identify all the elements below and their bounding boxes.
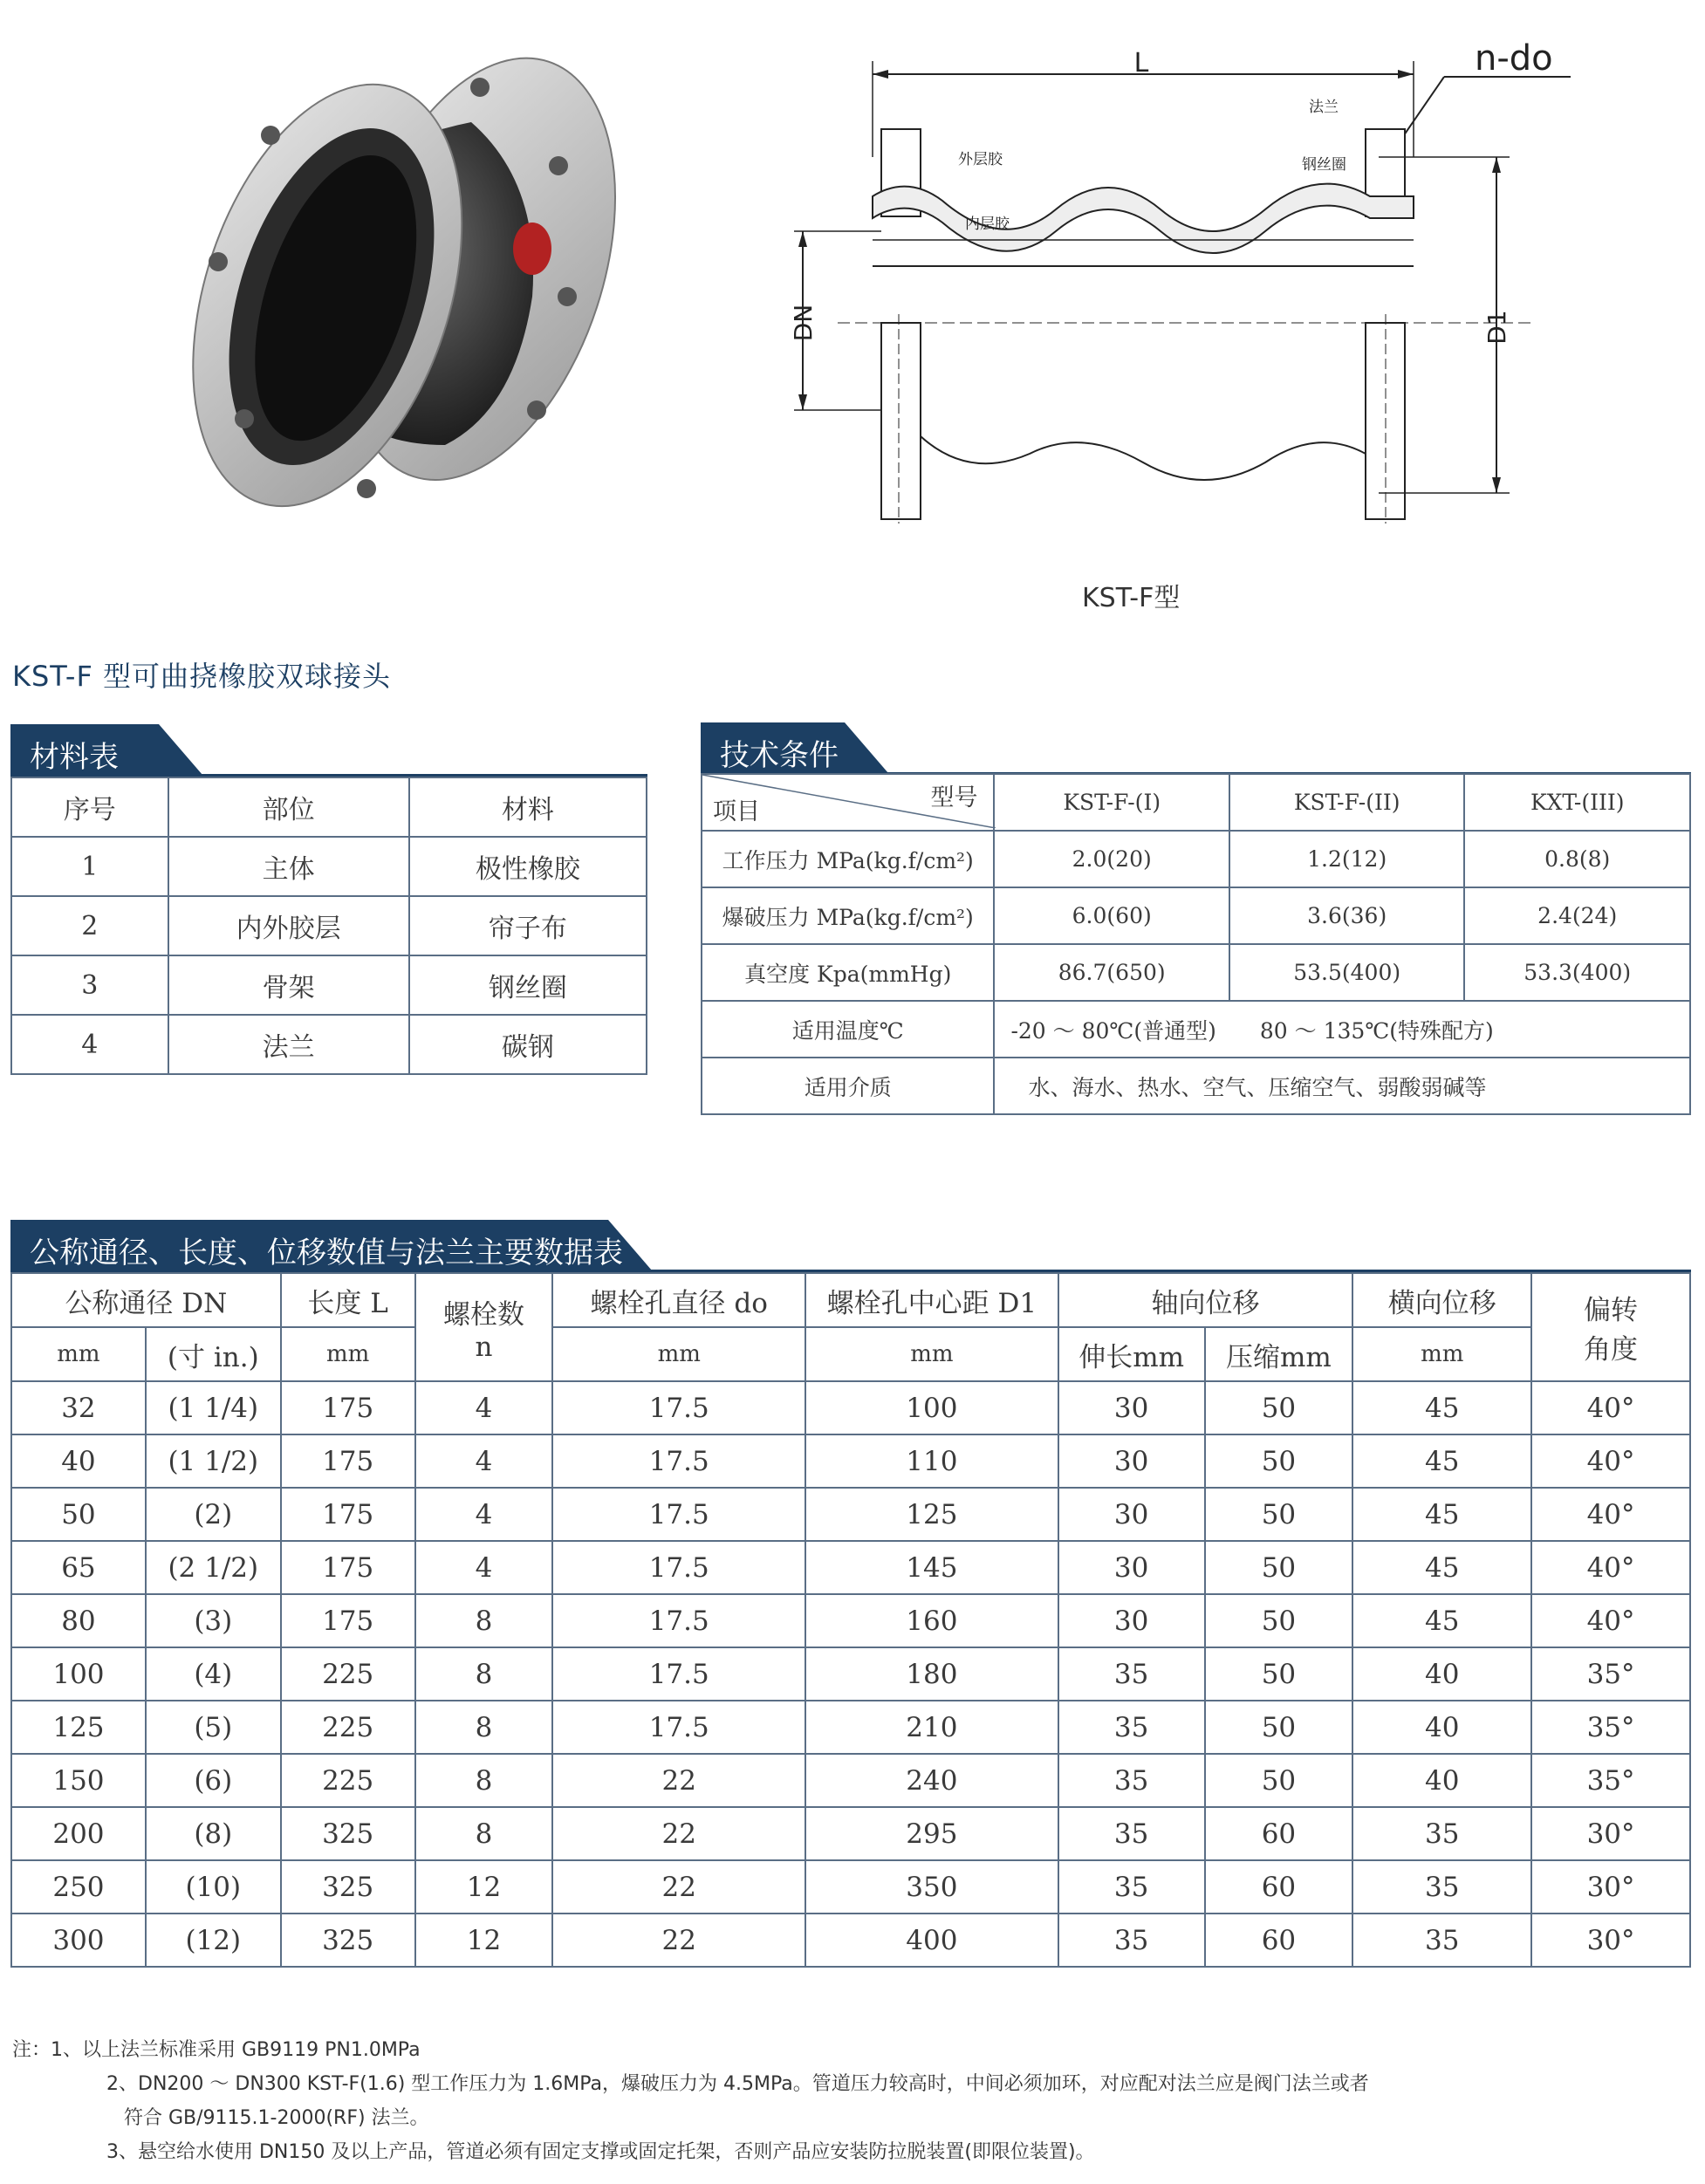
table-cell: 30 bbox=[1058, 1381, 1205, 1434]
table-row bbox=[11, 1488, 1690, 1541]
table-cell: (3) bbox=[146, 1594, 281, 1647]
table-row bbox=[11, 1860, 1690, 1914]
tech-table bbox=[701, 773, 1691, 1115]
table-cell: 50 bbox=[1205, 1594, 1353, 1647]
table-cell: 17.5 bbox=[552, 1541, 805, 1594]
corner-top-label: 型号 bbox=[930, 784, 978, 811]
table-cell: 4 bbox=[415, 1488, 553, 1541]
table-cell: 40° bbox=[1531, 1541, 1690, 1594]
header-cell: 部位 bbox=[168, 777, 409, 837]
table-cell: 1 bbox=[11, 837, 168, 896]
table-cell: 225 bbox=[281, 1701, 415, 1754]
table-cell: (12) bbox=[146, 1914, 281, 1967]
table-cell: 175 bbox=[281, 1594, 415, 1647]
figure-caption: KST-F型 bbox=[1082, 583, 1181, 613]
header-bolt-label: 螺栓数 bbox=[442, 1298, 524, 1331]
table-cell: 40 bbox=[11, 1434, 146, 1488]
tech-header bbox=[701, 722, 1691, 775]
table-cell: 125 bbox=[805, 1488, 1058, 1541]
unit-lateral: mm bbox=[1352, 1327, 1531, 1381]
table-cell: 1.2(12) bbox=[1229, 831, 1464, 887]
table-cell: 86.7(650) bbox=[994, 944, 1229, 1001]
table-cell: 碳钢 bbox=[409, 1015, 647, 1074]
table-row bbox=[702, 887, 1690, 944]
table-cell: 8 bbox=[415, 1754, 553, 1807]
table-cell: 35 bbox=[1352, 1807, 1531, 1860]
table-cell: 225 bbox=[281, 1647, 415, 1701]
table-cell: 4 bbox=[415, 1381, 553, 1434]
table-cell: 法兰 bbox=[168, 1015, 409, 1074]
table-cell: 100 bbox=[805, 1381, 1058, 1434]
note-line: 注：1、以上法兰标准采用 GB9119 PN1.0MPa bbox=[12, 2039, 421, 2061]
table-cell: 50 bbox=[1205, 1647, 1353, 1701]
table-row bbox=[11, 896, 647, 955]
materials-title: 材料表 bbox=[30, 740, 119, 775]
notes bbox=[12, 2033, 1369, 2169]
table-cell: 3.6(36) bbox=[1229, 887, 1464, 944]
table-cell: 17.5 bbox=[552, 1488, 805, 1541]
table-cell: 50 bbox=[1205, 1754, 1353, 1807]
header-d1: 螺栓孔中心距 D1 bbox=[805, 1273, 1058, 1327]
label-inner: 内层胶 bbox=[965, 216, 1010, 233]
table-cell: 50 bbox=[1205, 1488, 1353, 1541]
table-cell: 100 bbox=[11, 1647, 146, 1701]
table-cell: 35 bbox=[1352, 1914, 1531, 1967]
label-outer: 外层胶 bbox=[958, 151, 1003, 168]
label-ring: 钢丝圈 bbox=[1302, 156, 1346, 174]
table-cell: 180 bbox=[805, 1647, 1058, 1701]
table-row bbox=[702, 944, 1690, 1001]
table-row bbox=[11, 1541, 1690, 1594]
table-row bbox=[702, 831, 1690, 887]
table-cell: 40° bbox=[1531, 1381, 1690, 1434]
table-cell: 35 bbox=[1058, 1754, 1205, 1807]
table-cell: 40 bbox=[1352, 1701, 1531, 1754]
table-cell: 45 bbox=[1352, 1541, 1531, 1594]
table-cell: 295 bbox=[805, 1807, 1058, 1860]
table-row bbox=[11, 1381, 1690, 1434]
header-angle-1: 偏转 bbox=[1584, 1295, 1639, 1326]
model-header: KST-F-(I) bbox=[994, 774, 1229, 831]
table-cell: (10) bbox=[146, 1860, 281, 1914]
table-cell: 帘子布 bbox=[409, 896, 647, 955]
table-cell: 35° bbox=[1531, 1701, 1690, 1754]
table-cell: 2 bbox=[11, 896, 168, 955]
table-cell: 极性橡胶 bbox=[409, 837, 647, 896]
table-cell: 325 bbox=[281, 1914, 415, 1967]
note-line: 符合 GB/9115.1-2000(RF) 法兰。 bbox=[124, 2107, 429, 2129]
materials-header bbox=[10, 724, 647, 777]
table-cell: 30 bbox=[1058, 1594, 1205, 1647]
table-cell: 300 bbox=[11, 1914, 146, 1967]
table-cell: (1 1/2) bbox=[146, 1434, 281, 1488]
row-label: 爆破压力 MPa(kg.f/cm²) bbox=[702, 887, 994, 944]
unit-d1: mm bbox=[805, 1327, 1058, 1381]
label-flange: 法兰 bbox=[1309, 99, 1339, 116]
table-cell: 35 bbox=[1058, 1701, 1205, 1754]
table-row bbox=[702, 1058, 1690, 1114]
table-cell: 145 bbox=[805, 1541, 1058, 1594]
header-bolt-count bbox=[415, 1273, 553, 1381]
table-cell: 30° bbox=[1531, 1860, 1690, 1914]
table-cell: 22 bbox=[552, 1860, 805, 1914]
table-cell: 60 bbox=[1205, 1914, 1353, 1967]
note-line: 3、悬空给水使用 DN150 及以上产品，管道必须有固定支撑或固定托架，否则产品应安装防拉脱装置(即限位装置)。 bbox=[106, 2141, 1095, 2163]
table-cell: 175 bbox=[281, 1434, 415, 1488]
table-cell: 8 bbox=[415, 1807, 553, 1860]
dimensions-table bbox=[10, 1272, 1691, 1968]
table-cell: (4) bbox=[146, 1647, 281, 1701]
table-cell: (6) bbox=[146, 1754, 281, 1807]
table-cell: 12 bbox=[415, 1914, 553, 1967]
table-cell: 175 bbox=[281, 1488, 415, 1541]
table-cell: 17.5 bbox=[552, 1594, 805, 1647]
table-cell: 4 bbox=[415, 1434, 553, 1488]
table-cell: (5) bbox=[146, 1701, 281, 1754]
table-cell: 40° bbox=[1531, 1488, 1690, 1541]
table-cell: 6.0(60) bbox=[994, 887, 1229, 944]
unit-do: mm bbox=[552, 1327, 805, 1381]
dim-n-do: n-do bbox=[1475, 38, 1553, 79]
table-cell: 45 bbox=[1352, 1594, 1531, 1647]
table-cell: 35° bbox=[1531, 1647, 1690, 1701]
table-cell: 45 bbox=[1352, 1434, 1531, 1488]
row-label: 适用介质 bbox=[702, 1058, 994, 1114]
row-label: 真空度 Kpa(mmHg) bbox=[702, 944, 994, 1001]
table-cell: 350 bbox=[805, 1860, 1058, 1914]
table-cell: 8 bbox=[415, 1647, 553, 1701]
model-header: KST-F-(II) bbox=[1229, 774, 1464, 831]
table-cell: 250 bbox=[11, 1860, 146, 1914]
table-cell: 2.4(24) bbox=[1464, 887, 1690, 944]
product-photo bbox=[183, 35, 672, 524]
table-cell: 32 bbox=[11, 1381, 146, 1434]
table-cell: 4 bbox=[11, 1015, 168, 1074]
table-cell: 骨架 bbox=[168, 955, 409, 1015]
table-cell: 400 bbox=[805, 1914, 1058, 1967]
table-cell: 4 bbox=[415, 1541, 553, 1594]
dim-DN: DN bbox=[789, 304, 818, 342]
table-cell: 200 bbox=[11, 1807, 146, 1860]
table-cell: 30° bbox=[1531, 1807, 1690, 1860]
table-cell: 60 bbox=[1205, 1807, 1353, 1860]
table-row bbox=[11, 777, 647, 837]
table-cell: 22 bbox=[552, 1807, 805, 1860]
unit-mm: mm bbox=[11, 1327, 146, 1381]
header-do: 螺栓孔直径 do bbox=[552, 1273, 805, 1327]
table-cell: 80 bbox=[11, 1594, 146, 1647]
table-row bbox=[11, 1807, 1690, 1860]
table-row bbox=[11, 1434, 1690, 1488]
table-cell: (2) bbox=[146, 1488, 281, 1541]
table-cell: 65 bbox=[11, 1541, 146, 1594]
table-unit-row bbox=[11, 1327, 1690, 1381]
header-cell: 材料 bbox=[409, 777, 647, 837]
table-row bbox=[11, 1647, 1690, 1701]
header-axial: 轴向位移 bbox=[1058, 1273, 1353, 1327]
table-row bbox=[11, 1015, 647, 1074]
table-cell: (8) bbox=[146, 1807, 281, 1860]
unit-len: mm bbox=[281, 1327, 415, 1381]
table-cell: 17.5 bbox=[552, 1381, 805, 1434]
table-cell: 45 bbox=[1352, 1488, 1531, 1541]
table-cell: 12 bbox=[415, 1860, 553, 1914]
table-cell: 60 bbox=[1205, 1860, 1353, 1914]
table-cell: 3 bbox=[11, 955, 168, 1015]
section-drawing bbox=[768, 26, 1588, 532]
table-cell: 40° bbox=[1531, 1434, 1690, 1488]
header-cell: 序号 bbox=[11, 777, 168, 837]
table-cell: (2 1/2) bbox=[146, 1541, 281, 1594]
header-angle bbox=[1531, 1273, 1690, 1381]
table-cell: 内外胶层 bbox=[168, 896, 409, 955]
table-row bbox=[11, 1594, 1690, 1647]
table-cell: 40 bbox=[1352, 1754, 1531, 1807]
corner-bottom-label: 项目 bbox=[713, 798, 760, 825]
dim-L: L bbox=[1133, 48, 1149, 79]
dim-D1: D1 bbox=[1482, 310, 1511, 345]
table-cell: 35 bbox=[1058, 1647, 1205, 1701]
table-cell: 35 bbox=[1058, 1860, 1205, 1914]
table-cell: 160 bbox=[805, 1594, 1058, 1647]
table-cell: 40 bbox=[1352, 1647, 1531, 1701]
table-cell: 225 bbox=[281, 1754, 415, 1807]
row-label: 适用温度℃ bbox=[702, 1001, 994, 1058]
row-label: 工作压力 MPa(kg.f/cm²) bbox=[702, 831, 994, 887]
table-cell: 50 bbox=[1205, 1381, 1353, 1434]
table-cell: 35 bbox=[1352, 1860, 1531, 1914]
table-cell: 主体 bbox=[168, 837, 409, 896]
header-dn: 公称通径 DN bbox=[11, 1273, 281, 1327]
temp-value: -20 ～ 80℃(普通型) 80 ～ 135℃(特殊配方) bbox=[994, 1001, 1690, 1058]
table-cell: 17.5 bbox=[552, 1434, 805, 1488]
corner-cell bbox=[702, 774, 994, 831]
table-row bbox=[11, 1701, 1690, 1754]
table-cell: 175 bbox=[281, 1381, 415, 1434]
table-cell: 35 bbox=[1058, 1807, 1205, 1860]
table-cell: 150 bbox=[11, 1754, 146, 1807]
table-row bbox=[702, 1001, 1690, 1058]
table-row bbox=[11, 955, 647, 1015]
tech-title: 技术条件 bbox=[720, 738, 839, 773]
unit-extension: 伸长mm bbox=[1058, 1327, 1205, 1381]
product-title: KST-F 型可曲挠橡胶双球接头 bbox=[12, 660, 392, 693]
table-cell: 30 bbox=[1058, 1488, 1205, 1541]
table-cell: 17.5 bbox=[552, 1647, 805, 1701]
table-cell: 210 bbox=[805, 1701, 1058, 1754]
table-cell: 17.5 bbox=[552, 1701, 805, 1754]
table-header-row bbox=[11, 1273, 1690, 1327]
header-bolt-n: n bbox=[475, 1331, 493, 1363]
table-cell: 2.0(20) bbox=[994, 831, 1229, 887]
table-cell: 240 bbox=[805, 1754, 1058, 1807]
table-cell: 35° bbox=[1531, 1754, 1690, 1807]
dimensions-title: 公称通径、长度、位移数值与法兰主要数据表 bbox=[30, 1236, 623, 1270]
table-cell: 35 bbox=[1058, 1914, 1205, 1967]
table-cell: 325 bbox=[281, 1860, 415, 1914]
model-header: KXT-(III) bbox=[1464, 774, 1690, 831]
table-cell: 30° bbox=[1531, 1914, 1690, 1967]
table-cell: 50 bbox=[1205, 1434, 1353, 1488]
table-cell: 8 bbox=[415, 1701, 553, 1754]
medium-value: 水、海水、热水、空气、压缩空气、弱酸弱碱等 bbox=[994, 1058, 1690, 1114]
table-cell: 50 bbox=[1205, 1701, 1353, 1754]
table-row bbox=[11, 1914, 1690, 1967]
dimensions-header bbox=[10, 1220, 1691, 1272]
materials-table bbox=[10, 777, 647, 1075]
table-cell: 53.5(400) bbox=[1229, 944, 1464, 1001]
table-cell: 30 bbox=[1058, 1434, 1205, 1488]
header-length: 长度 L bbox=[281, 1273, 415, 1327]
table-cell: 钢丝圈 bbox=[409, 955, 647, 1015]
header-lateral: 横向位移 bbox=[1352, 1273, 1531, 1327]
table-cell: 175 bbox=[281, 1541, 415, 1594]
note-line: 2、DN200 ～ DN300 KST-F(1.6) 型工作压力为 1.6MPa，爆破压力为 4.5MPa。管道压力较高时，中间必须加环，对应配对法兰应是阀门法兰或者 bbox=[106, 2073, 1369, 2095]
dimensions-body bbox=[11, 1381, 1690, 1967]
table-cell: 0.8(8) bbox=[1464, 831, 1690, 887]
header-angle-2: 角度 bbox=[1584, 1334, 1639, 1366]
table-cell: 125 bbox=[11, 1701, 146, 1754]
table-cell: 325 bbox=[281, 1807, 415, 1860]
table-cell: 22 bbox=[552, 1914, 805, 1967]
table-cell: 22 bbox=[552, 1754, 805, 1807]
unit-compression: 压缩mm bbox=[1205, 1327, 1353, 1381]
table-cell: (1 1/4) bbox=[146, 1381, 281, 1434]
table-cell: 110 bbox=[805, 1434, 1058, 1488]
table-cell: 50 bbox=[1205, 1541, 1353, 1594]
table-cell: 30 bbox=[1058, 1541, 1205, 1594]
table-row bbox=[11, 837, 647, 896]
table-cell: 40° bbox=[1531, 1594, 1690, 1647]
table-row bbox=[11, 1754, 1690, 1807]
table-cell: 53.3(400) bbox=[1464, 944, 1690, 1001]
table-row bbox=[702, 774, 1690, 831]
table-cell: 50 bbox=[11, 1488, 146, 1541]
table-cell: 45 bbox=[1352, 1381, 1531, 1434]
unit-in: (寸 in.) bbox=[146, 1327, 281, 1381]
table-cell: 8 bbox=[415, 1594, 553, 1647]
